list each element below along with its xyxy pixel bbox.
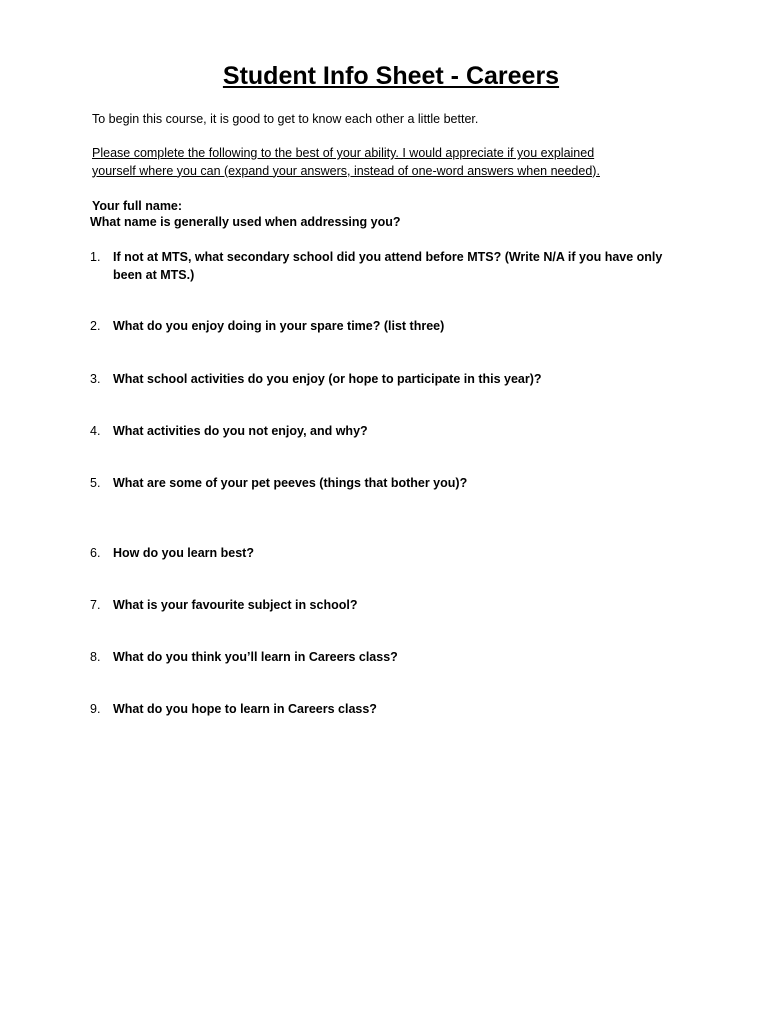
intro-text: To begin this course, it is good to get to know each other a little better. [92,112,479,126]
question-line: What are some of your pet peeves (things that bother you)? [113,476,468,490]
question-text [113,318,663,336]
question-text [113,597,663,615]
question-number: 7. [90,598,101,612]
question-number: 4. [90,424,101,438]
question-number: 2. [90,319,101,333]
question-line: What is your favourite subject in school? [113,598,358,612]
question-number: 5. [90,476,101,490]
question-line: been at MTS.) [113,267,195,282]
question-number: 6. [90,546,101,560]
preferred-name-label: What name is generally used when addressing you? [90,215,401,229]
question-text [113,371,663,389]
question-line: What school activities do you enjoy (or hope to participate in this year)? [113,372,542,386]
question-text [113,475,663,493]
question-line: What activities do you not enjoy, and why? [113,424,368,438]
instructions-text [92,145,692,180]
question-line: What do you enjoy doing in your spare time? (list three) [113,319,445,333]
question-text [113,649,663,667]
question-line: What do you think you’ll learn in Careers class? [113,650,398,664]
question-number: 3. [90,372,101,386]
full-name-label: Your full name: [92,199,183,213]
question-line: What do you hope to learn in Careers class? [113,702,377,716]
question-text [113,701,663,719]
instructions-line: Please complete the following to the best of your ability. I would appreciate if you explained [92,146,595,160]
question-text [113,423,663,441]
question-number: 9. [90,702,101,716]
question-line: How do you learn best? [113,546,254,560]
instructions-line: yourself where you can (expand your answers, instead of one-word answers when needed). [92,163,600,178]
question-number: 8. [90,650,101,664]
question-line: If not at MTS, what secondary school did you attend before MTS? (Write N/A if you have only [113,250,663,264]
question-text [113,545,663,563]
question-number: 1. [90,250,101,264]
question-text [113,249,663,284]
page-title: Student Info Sheet - Careers [222,62,560,90]
